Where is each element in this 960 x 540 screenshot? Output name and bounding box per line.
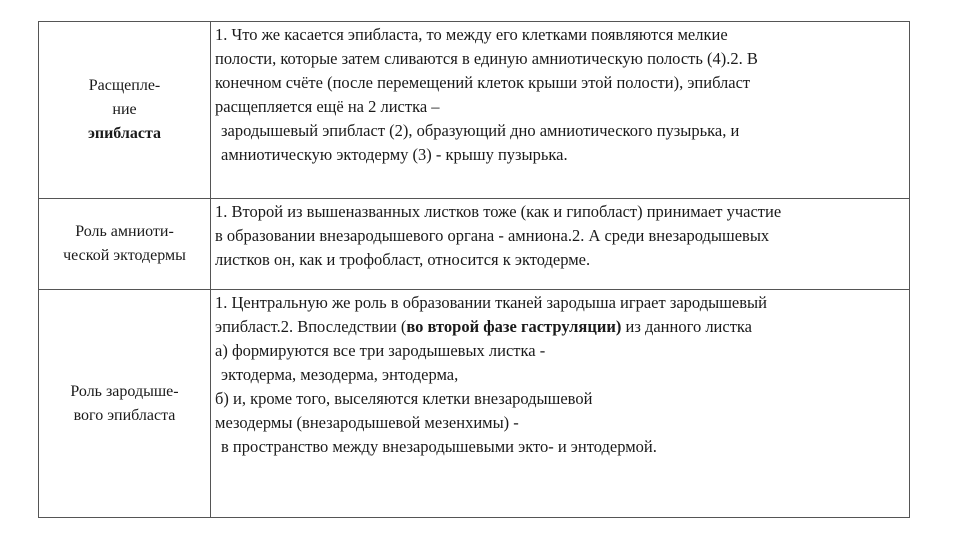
term-line: ческой эктодермы	[63, 247, 186, 264]
content-line: 1. Что же касается эпибласта, то между его клетками появляются мелкие	[215, 25, 728, 44]
term-line: ние	[112, 101, 137, 118]
content-line: полости, которые затем сливаются в единую амниотическую полость (4).2. В	[215, 49, 758, 68]
content-line: листков он, как и трофобласт, относится к эктодерме.	[215, 250, 591, 269]
content-line: в пространство между внезародышевыми экто- и энтодермой.	[221, 437, 657, 456]
term-line: Роль амниоти-	[75, 223, 174, 240]
table-row	[39, 290, 910, 518]
term-line-bold: эпибласта	[87, 125, 162, 142]
content-line: амниотическую эктодерму (3) - крышу пузырька.	[221, 145, 568, 164]
term-line: Роль зародыше-	[70, 382, 179, 400]
content-line: эктодерма, мезодерма, энтодерма,	[221, 365, 459, 384]
table-row	[39, 22, 910, 199]
content-line: а) формируются все три зародышевых листка -	[215, 341, 546, 360]
content-line: расщепляется ещё на 2 листка –	[215, 97, 440, 116]
content-line: зародышевый эпибласт (2), образующий дно амниотического пузырька, и	[221, 121, 740, 140]
emphasis-text: во второй фазе гаструляции)	[406, 317, 622, 336]
content-cell-embryonic-epiblast	[211, 290, 910, 518]
content-line: мезодермы (внезародышевой мезенхимы) -	[215, 413, 519, 432]
term-cell-amniotic-ectoderm	[39, 199, 211, 290]
content-line: конечном счёте (после перемещений клеток крыши этой полости), эпибласт	[215, 73, 751, 92]
content-line: в образовании внезародышевого органа - амниона.2. А среди внезародышевых	[215, 226, 770, 245]
term-cell-epiblast-splitting	[39, 22, 211, 199]
table-row	[39, 199, 910, 290]
term-line: Расщепле-	[88, 77, 161, 94]
term-line: вого эпибласта	[73, 406, 176, 424]
content-text: из данного листка	[621, 317, 753, 336]
content-cell-amniotic-ectoderm	[211, 199, 910, 290]
term-cell-embryonic-epiblast	[39, 290, 211, 518]
content-text: эпибласт.2. Впоследствии (	[215, 317, 407, 336]
content-table	[38, 21, 910, 518]
content-line: 1. Центральную же роль в образовании тканей зародыша играет зародышевый	[215, 293, 767, 312]
content-line: 1. Второй из вышеназванных листков тоже (как и гипобласт) принимает участие	[215, 202, 782, 221]
content-cell-epiblast-splitting	[211, 22, 910, 199]
content-line-mixed	[215, 315, 907, 339]
content-line: б) и, кроме того, выселяются клетки внезародышевой	[215, 389, 593, 408]
